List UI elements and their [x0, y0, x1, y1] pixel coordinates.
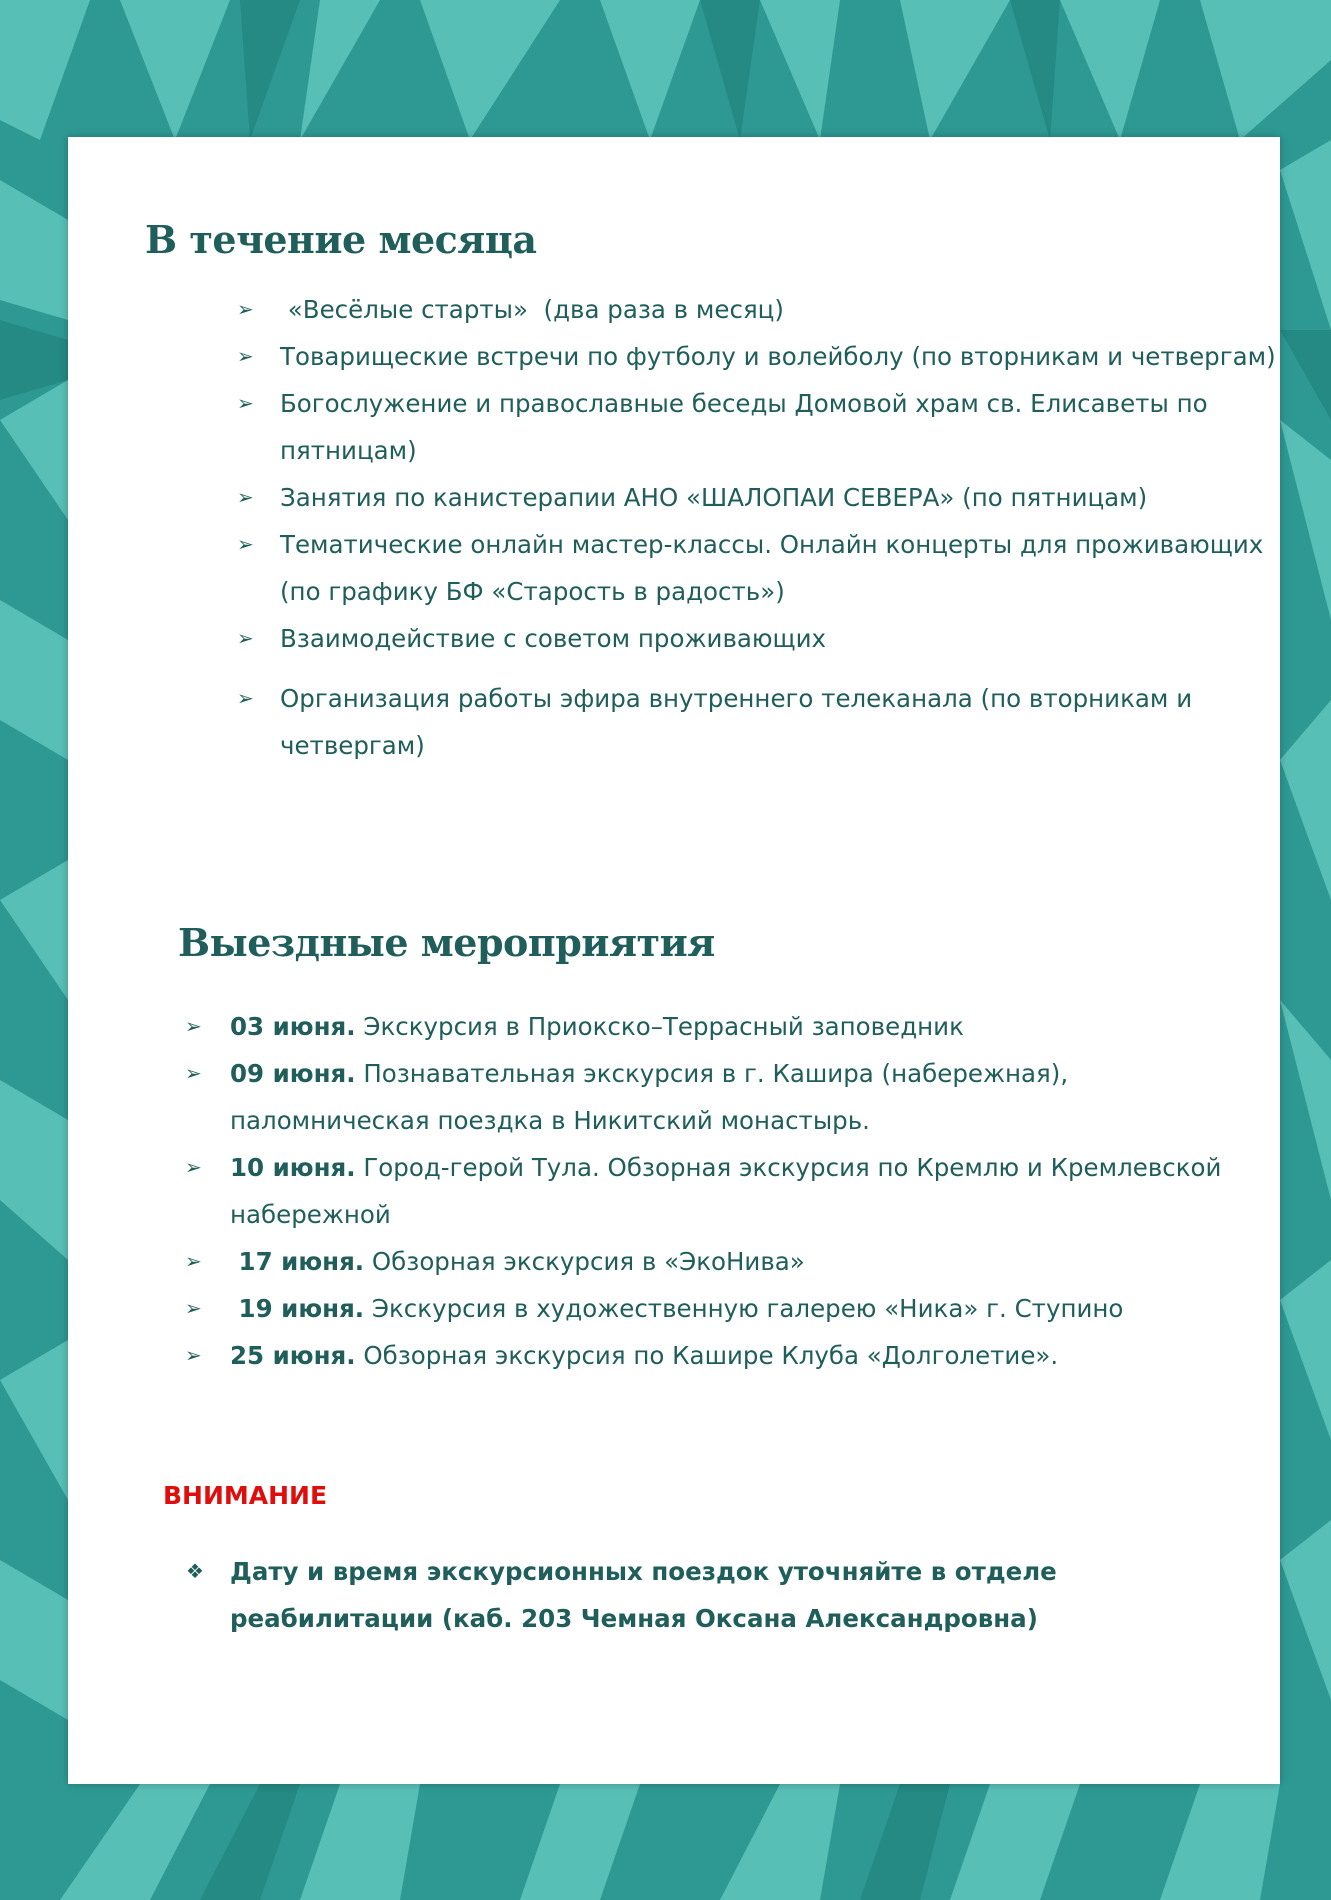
monthly-activities-list [237, 286, 1280, 769]
arrowhead-bullet-icon: ➢ [237, 686, 254, 710]
list-item-text: Товарищеские встречи по футболу и волейболу (по вторникам и четвергам) [280, 342, 1276, 371]
list-item [237, 615, 1280, 662]
trip-description: Экскурсия в Приокско–Террасный заповедник [355, 1012, 964, 1041]
section-title-monthly: В течение месяца [145, 217, 537, 262]
trip-description: Город-герой Тула. Обзорная экскурсия по Кремлю и Кремлевской набережной [230, 1153, 1222, 1229]
trip-description: Обзорная экскурсия в «ЭкоНива» [364, 1247, 805, 1276]
trips-list [185, 1003, 1250, 1379]
warning-note [186, 1548, 1130, 1642]
trip-description: Обзорная экскурсия по Кашире Клуба «Долголетие». [355, 1341, 1059, 1370]
warning-title: ВНИМАНИЕ [163, 1481, 328, 1510]
trip-date: 09 июня. [230, 1059, 356, 1088]
trip-description: Познавательная экскурсия в г. Кашира (набережная), паломническая поездка в Никитский монастырь. [230, 1059, 1069, 1135]
arrowhead-bullet-icon: ➢ [185, 1061, 202, 1085]
arrowhead-bullet-icon: ➢ [237, 297, 254, 321]
arrowhead-bullet-icon: ➢ [237, 391, 254, 415]
list-item [237, 521, 1280, 615]
arrowhead-bullet-icon: ➢ [185, 1249, 202, 1273]
list-item-text: Богослужение и православные беседы Домовой храм св. Елисаветы по пятницам) [280, 389, 1208, 465]
list-item [185, 1238, 1250, 1285]
arrowhead-bullet-icon: ➢ [237, 344, 254, 368]
arrowhead-bullet-icon: ➢ [185, 1343, 202, 1367]
arrowhead-bullet-icon: ➢ [185, 1014, 202, 1038]
arrowhead-bullet-icon: ➢ [185, 1155, 202, 1179]
list-item-text: Организация работы эфира внутреннего телеканала (по вторникам и четвергам) [280, 684, 1193, 760]
list-item [185, 1050, 1250, 1144]
list-item [185, 1285, 1250, 1332]
arrowhead-bullet-icon: ➢ [237, 626, 254, 650]
content-sheet [68, 137, 1280, 1784]
list-item-text: Взаимодействие с советом проживающих [280, 624, 827, 653]
trip-description: Экскурсия в художественную галерею «Ника» г. Ступино [364, 1294, 1124, 1323]
list-item-text: Тематические онлайн мастер-классы. Онлайн концерты для проживающих (по графику БФ «Старость в радость») [280, 530, 1264, 606]
list-item [185, 1003, 1250, 1050]
diamond-bullet-icon: ❖ [186, 1559, 204, 1583]
list-item [237, 675, 1280, 769]
list-item [237, 286, 1280, 333]
list-item [237, 474, 1280, 521]
trip-date: 10 июня. [230, 1153, 356, 1182]
arrowhead-bullet-icon: ➢ [237, 485, 254, 509]
list-item-text: «Весёлые старты» (два раза в месяц) [280, 295, 784, 324]
list-item [237, 333, 1280, 380]
trip-date: 25 июня. [230, 1341, 356, 1370]
trip-date: 17 июня. [230, 1247, 365, 1276]
trip-date: 03 июня. [230, 1012, 356, 1041]
list-item [185, 1144, 1250, 1238]
arrowhead-bullet-icon: ➢ [185, 1296, 202, 1320]
warning-note-text: Дату и время экскурсионных поездок уточняйте в отделе реабилитации (каб. 203 Чемная Оксана Александровна) [230, 1557, 1057, 1633]
trip-date: 19 июня. [230, 1294, 365, 1323]
arrowhead-bullet-icon: ➢ [237, 532, 254, 556]
list-item-text: Занятия по канистерапии АНО «ШАЛОПАИ СЕВЕРА» (по пятницам) [280, 483, 1148, 512]
list-item [185, 1332, 1250, 1379]
list-item [237, 380, 1280, 474]
section-title-trips: Выездные мероприятия [178, 920, 715, 965]
